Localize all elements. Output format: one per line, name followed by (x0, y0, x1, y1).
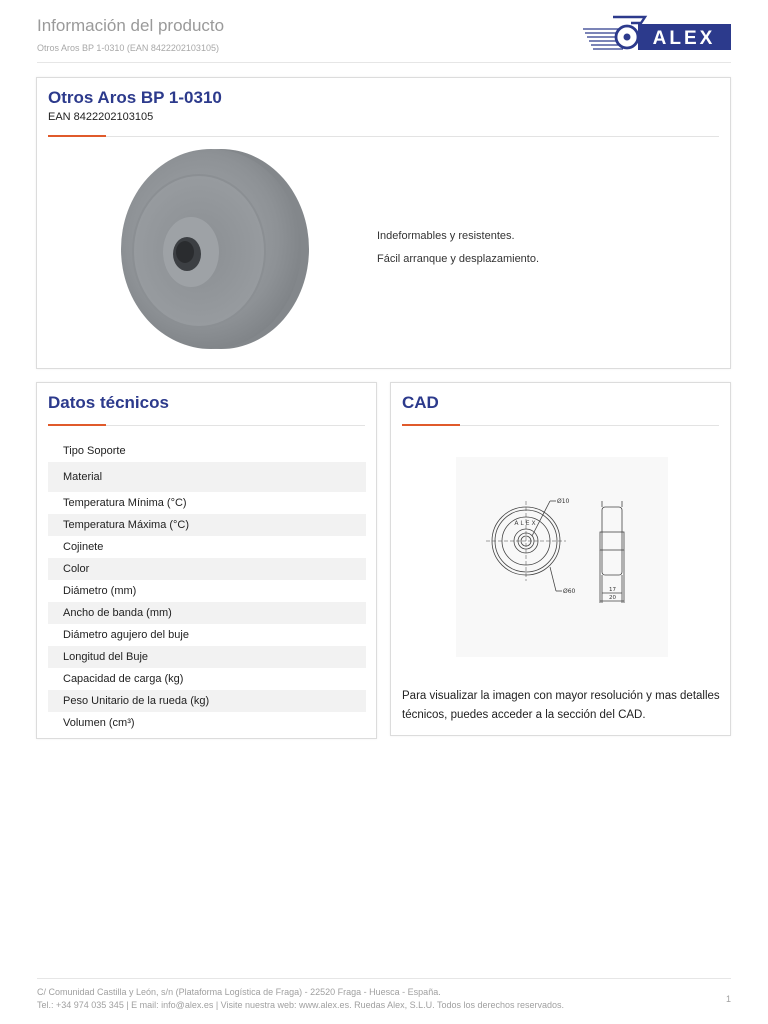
divider (48, 136, 719, 137)
spec-row: Volumen (cm³) (63, 717, 135, 729)
spec-row: Longitud del Buje (48, 646, 366, 668)
dim-label: 20 (609, 595, 616, 601)
feature-item: Indeformables y resistentes. (377, 230, 515, 242)
cad-drawing[interactable] (456, 457, 668, 657)
footer-address: C/ Comunidad Castilla y León, s/n (Plataforma Logística de Fraga) - 22520 Fraga - Huesca - España. (37, 987, 441, 997)
dim-label: 17 (609, 587, 616, 593)
spec-row: Capacidad de carga (kg) (63, 673, 184, 685)
spec-row: Temperatura Máxima (°C) (48, 514, 366, 536)
header-title: Información del producto (37, 16, 225, 35)
spec-row: Diámetro (mm) (63, 585, 137, 597)
footer-contact: Tel.: +34 974 035 345 | E mail: info@alex.es | Visite nuestra web: www.alex.es. Ruedas Alex, S.L.U. Todos los derechos reservados. (37, 1000, 565, 1010)
accent-bar (402, 424, 460, 426)
page-number: 1 (726, 994, 732, 1004)
tech-title: Datos técnicos (48, 393, 169, 412)
cad-title: CAD (402, 393, 439, 412)
product-name: Otros Aros BP 1-0310 (48, 88, 222, 107)
spec-row: Color (48, 558, 366, 580)
alex-logo (583, 13, 731, 53)
product-card (36, 77, 731, 369)
dim-label: Ø60 (563, 588, 576, 595)
spec-row: Material (48, 462, 366, 492)
logo-text: ALEX (652, 28, 716, 49)
product-ean: EAN 8422202103105 (48, 111, 154, 123)
product-image (113, 146, 313, 352)
header-subtitle: Otros Aros BP 1-0310 (EAN 8422202103105) (37, 43, 219, 53)
cad-card (390, 382, 731, 736)
footer-divider (37, 978, 731, 979)
page-header (37, 0, 731, 63)
tech-data-card (36, 382, 377, 739)
cad-note: Para visualizar la imagen con mayor resolución y mas detalles técnicos, puedes acceder a la sección del CAD. (402, 690, 720, 721)
spec-row: Peso Unitario de la rueda (kg) (48, 690, 366, 712)
accent-bar (48, 424, 106, 426)
ring-text: ALEX (514, 520, 538, 527)
spec-row: Diámetro agujero del buje (63, 629, 189, 641)
spec-row: Temperatura Mínima (°C) (63, 497, 187, 509)
spec-table (48, 440, 366, 734)
spec-row: Ancho de banda (mm) (48, 602, 366, 624)
dim-label: Ø10 (557, 498, 570, 505)
spec-row: Cojinete (63, 541, 104, 553)
spec-row: Tipo Soporte (63, 445, 126, 457)
feature-item: Fácil arranque y desplazamiento. (377, 253, 540, 265)
accent-bar (48, 135, 106, 137)
